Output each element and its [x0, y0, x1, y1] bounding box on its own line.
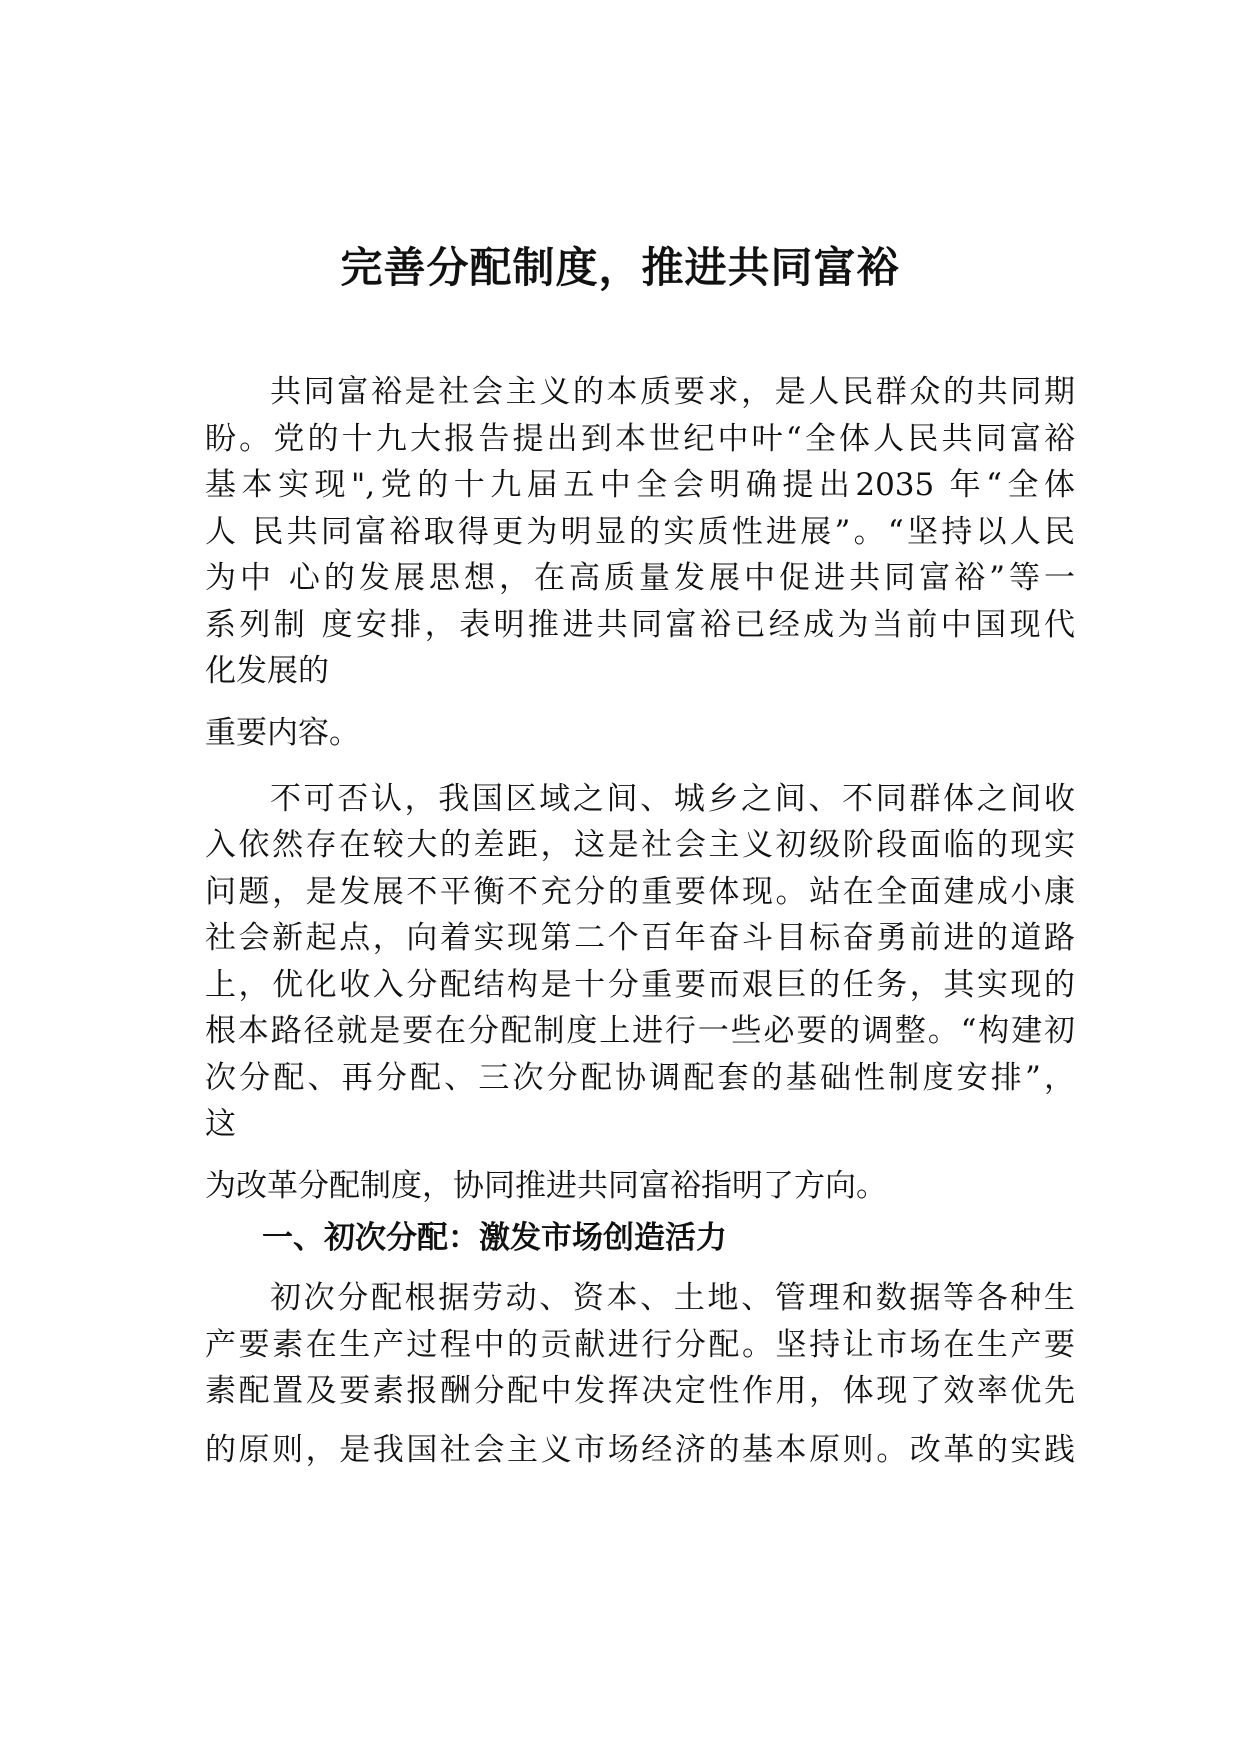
document-title: 完善分配制度，推进共同富裕 [340, 243, 900, 292]
paragraph-continuation: 为改革分配制度，协同推进共同富裕指明了方向。 [205, 1168, 887, 1204]
paragraph-line: 为中 心的发展思想，在高质量发展中促进共同富裕”等一 [205, 560, 1075, 596]
paragraph-line: 人 民共同富裕取得更为明显的实质性进展”。“坚持以人民 [205, 514, 1075, 550]
paragraph-line: 这 [205, 1106, 236, 1142]
paragraph-line: 系列制 度安排，表明推进共同富裕已经成为当前中国现代 [205, 607, 1075, 643]
paragraph-line: 次分配、再分配、三次分配协调配套的基础性制度安排”， [205, 1060, 1075, 1096]
section-heading: 一、初次分配：激发市场创造活力 [262, 1220, 727, 1256]
paragraph-line: 初次分配根据劳动、资本、土地、管理和数据等各种生 [270, 1280, 1075, 1316]
paragraph-line: 入依然存在较大的差距，这是社会主义初级阶段面临的现实 [205, 827, 1075, 863]
paragraph-line: 上，优化收入分配结构是十分重要而艰巨的任务，其实现的 [205, 967, 1075, 1003]
paragraph-line: 共同富裕是社会主义的本质要求，是人民群众的共同期 [270, 374, 1075, 410]
paragraph-line: 不可否认，我国区域之间、城乡之间、不同群体之间收 [270, 781, 1075, 817]
paragraph-line: 素配置及要素报酬分配中发挥决定性作用，体现了效率优先 [205, 1373, 1075, 1409]
paragraph-line: 的原则，是我国社会主义市场经济的基本原则。改革的实践 [205, 1432, 1075, 1468]
paragraph-line: 化发展的 [205, 653, 329, 689]
paragraph-line: 盼。党的十九大报告提出到本世纪中叶“全体人民共同富裕 [205, 421, 1075, 457]
paragraph-line: 基本实现",党的十九届五中全会明确提出2035 年“全体 [205, 467, 1075, 503]
paragraph-line: 产要素在生产过程中的贡献进行分配。坚持让市场在生产要 [205, 1327, 1075, 1363]
paragraph-line: 社会新起点，向着实现第二个百年奋斗目标奋勇前进的道路 [205, 920, 1075, 956]
paragraph-line: 根本路径就是要在分配制度上进行一些必要的调整。“构建初 [205, 1013, 1075, 1049]
paragraph-continuation: 重要内容。 [205, 715, 360, 751]
paragraph-line: 问题，是发展不平衡不充分的重要体现。站在全面建成小康 [205, 874, 1075, 910]
